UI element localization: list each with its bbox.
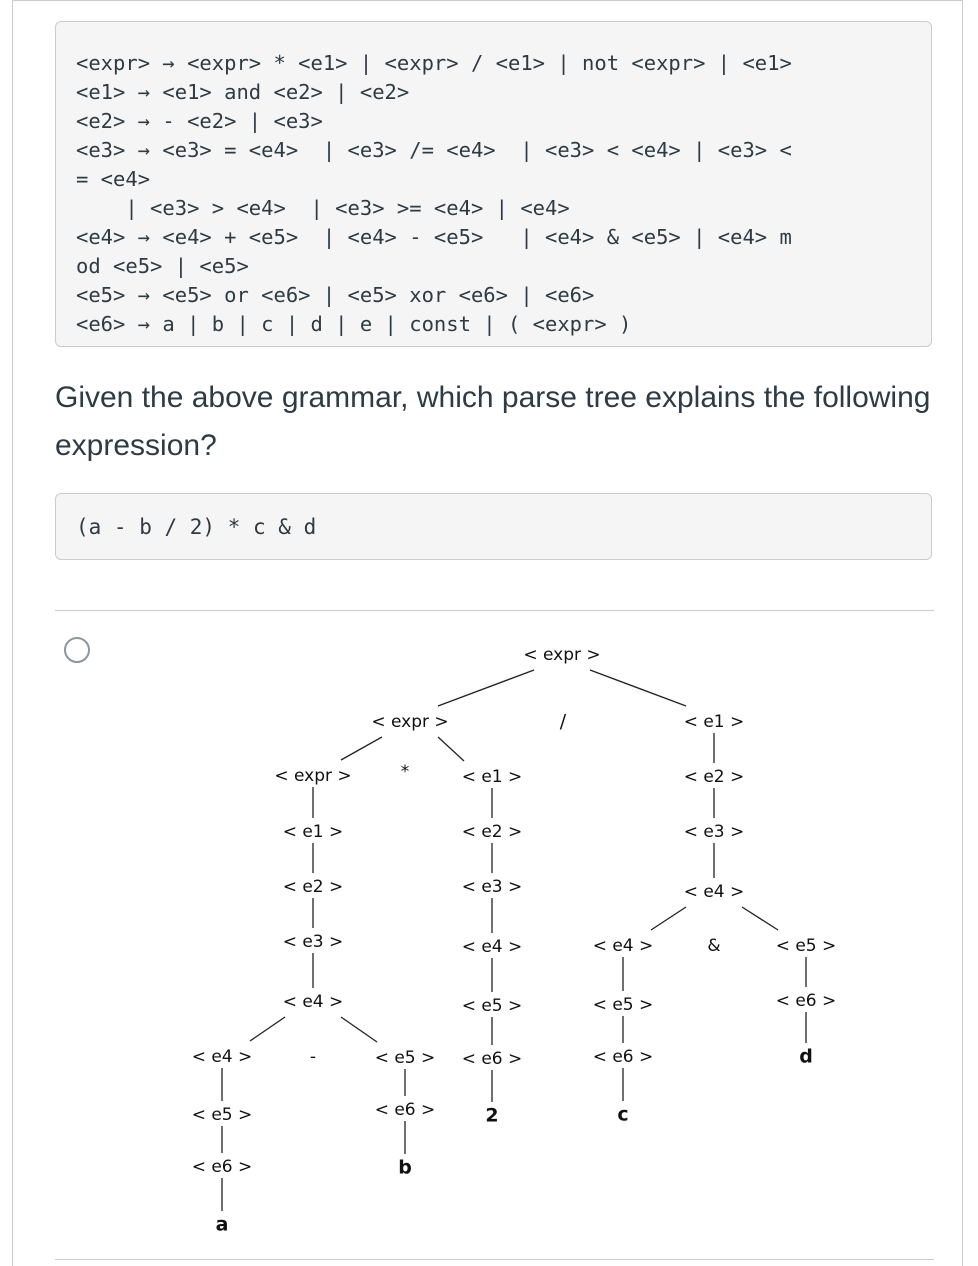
- parse-tree-operator: *: [400, 762, 410, 782]
- parse-tree-edge: [250, 1017, 285, 1041]
- parse-tree-node: < e6 >: [191, 1157, 253, 1177]
- parse-tree-node: < e2 >: [683, 767, 745, 787]
- parse-tree-node: < e1 >: [461, 767, 523, 787]
- grammar-line: <e3> → <e3> = <e4> | <e3> /= <e4> | <e3> < <e4> | <e3> <: [76, 138, 792, 162]
- parse-tree-node: < e6 >: [775, 991, 837, 1011]
- parse-tree-leaf: b: [398, 1156, 412, 1179]
- parse-tree-leaf: a: [215, 1213, 229, 1236]
- grammar-line: <e4> → <e4> + <e5> | <e4> - <e5> | <e4> & <e5> | <e4> m: [76, 225, 792, 249]
- parse-tree-node: < e3 >: [282, 932, 344, 952]
- parse-tree-node: < e5 >: [374, 1048, 436, 1068]
- parse-tree-node: < e5 >: [461, 996, 523, 1016]
- answer-divider-bottom: [55, 1259, 934, 1260]
- grammar-line: = <e4>: [76, 167, 151, 191]
- parse-tree-node: < e1 >: [282, 822, 344, 842]
- parse-tree-node: < e6 >: [374, 1100, 436, 1120]
- parse-tree-node: < e3 >: [683, 822, 745, 842]
- parse-tree-edge: [651, 907, 686, 930]
- grammar-line: <e5> → <e5> or <e6> | <e5> xor <e6> | <e6>: [76, 283, 595, 307]
- parse-tree-operator: -: [309, 1047, 317, 1067]
- grammar-line: | <e3> > <e4> | <e3> >= <e4> | <e4>: [76, 196, 570, 220]
- expression-text: (a - b / 2) * c & d: [76, 515, 317, 539]
- parse-tree-operator: &: [707, 936, 721, 956]
- parse-tree-leaf: 2: [485, 1104, 499, 1127]
- parse-tree-edge: [438, 670, 534, 706]
- parse-tree-edge: [438, 737, 464, 761]
- parse-tree-node: < e4 >: [282, 992, 344, 1012]
- grammar-line: od <e5> | <e5>: [76, 254, 249, 278]
- parse-tree-node: < e6 >: [461, 1049, 523, 1069]
- parse-tree-node: < e6 >: [592, 1047, 654, 1067]
- parse-tree-node: < expr >: [371, 712, 449, 732]
- grammar-line: <e1> → <e1> and <e2> | <e2>: [76, 80, 410, 104]
- parse-tree-node: < e4 >: [461, 937, 523, 957]
- grammar-line: <e6> → a | b | c | d | e | const | ( <expr> ): [76, 312, 632, 336]
- parse-tree-node: < e3 >: [461, 877, 523, 897]
- parse-tree-leaf: c: [617, 1103, 629, 1126]
- parse-tree-operator: /: [559, 710, 567, 733]
- grammar-line: <expr> → <expr> * <e1> | <expr> / <e1> | not <expr> | <e1>: [76, 51, 792, 75]
- parse-tree-node: < e2 >: [461, 822, 523, 842]
- parse-tree-node: < e4 >: [683, 882, 745, 902]
- parse-tree-leaf: d: [799, 1045, 813, 1068]
- parse-tree-edge: [341, 737, 382, 760]
- parse-tree-edge: [742, 907, 778, 930]
- grammar-line: <e2> → - <e2> | <e3>: [76, 109, 323, 133]
- parse-tree-nodes: [192, 645, 837, 1236]
- parse-tree-node: < e2 >: [282, 877, 344, 897]
- parse-tree-edge: [341, 1017, 377, 1042]
- question-text: Given the above grammar, which parse tree explains the following expression?: [55, 381, 931, 462]
- parse-tree-node: < e5 >: [775, 936, 837, 956]
- parse-tree-node: < e5 >: [592, 995, 654, 1015]
- parse-tree-node: < e4 >: [592, 936, 654, 956]
- parse-tree-node: < e5 >: [191, 1105, 253, 1125]
- parse-tree-node: < e4 >: [191, 1047, 253, 1067]
- parse-tree-node: < expr >: [274, 766, 352, 786]
- parse-tree-node: < e1 >: [683, 712, 745, 732]
- parse-tree-edge: [590, 670, 686, 706]
- parse-tree-node: < expr >: [523, 645, 601, 665]
